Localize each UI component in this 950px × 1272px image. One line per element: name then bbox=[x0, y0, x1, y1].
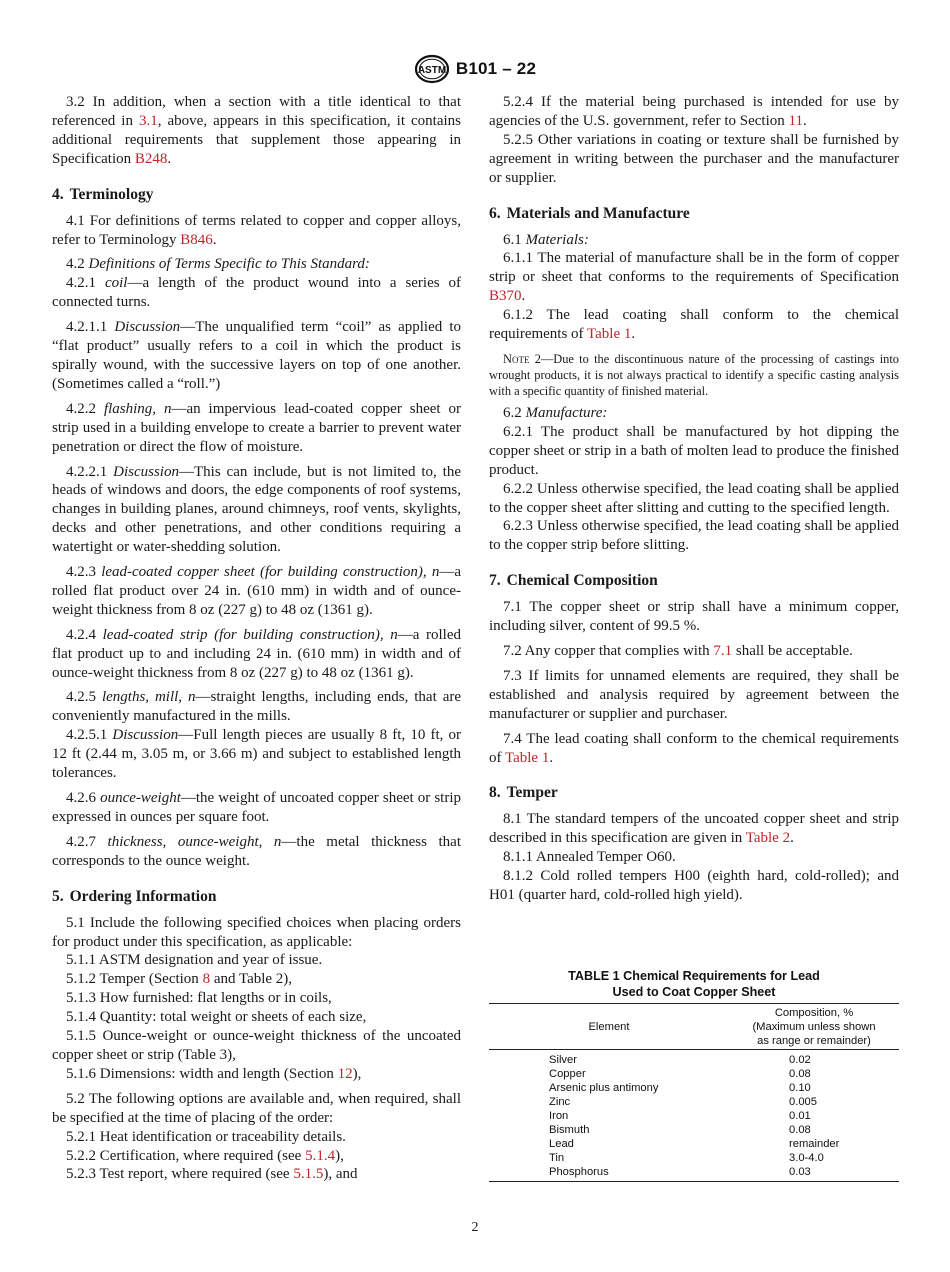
para-4-2-4: 4.2.4 lead-coated strip (for building construction), n—a rolled flat product up to and including 24 in. (610 mm) in width and of ounce-weight thickness from 8 oz (227 g) to 48 oz (1361 g). bbox=[52, 626, 462, 681]
col-header-composition: Composition, % (Maximum unless shown as range or remainder) bbox=[752, 1006, 876, 1047]
para-5-2-5: 5.2.5 Other variations in coating or texture shall be furnished by agreement in writing between the purchaser and the manufacturer or supplier. bbox=[489, 131, 899, 186]
para-5-2-1: 5.2.1 Heat identification or traceability details. bbox=[66, 1128, 346, 1145]
para-8-1-1: 8.1.1 Annealed Temper O60. bbox=[503, 849, 676, 866]
para-5-2-3: 5.2.3 Test report, where required (see 5.1.5), and bbox=[66, 1166, 358, 1183]
link-b248[interactable]: B248 bbox=[134, 150, 168, 167]
para-4-2-6: 4.2.6 ounce-weight—the weight of uncoated copper sheet or strip expressed in ounces per square foot. bbox=[52, 790, 461, 825]
para-6-1: 6.1 Materials: bbox=[503, 231, 589, 248]
para-5-2-4: 5.2.4 If the material being purchased is intended for use by agencies of the U.S. government, refer to Section 11. bbox=[489, 94, 899, 129]
link-section-8[interactable]: 8 bbox=[202, 971, 211, 988]
para-4-2-2: 4.2.2 flashing, n—an impervious lead-coated copper sheet or strip used in a building envelope to create a barrier to prevent water penetration or direct the flow of moisture. bbox=[52, 400, 462, 455]
para-4-2-5-1: 4.2.5.1 Discussion—Full length pieces are usually 8 ft, 10 ft, or 12 ft (2.44 m, 3.05 m, or 3.66 m) and subject to established length tolerances. bbox=[52, 727, 462, 782]
para-8-1-2: 8.1.2 Cold rolled tempers H00 (eighth hard, cold-rolled); and H01 (quarter hard, cold-rolled high yield). bbox=[489, 868, 899, 904]
link-5-1-5[interactable]: 5.1.5 bbox=[293, 1166, 324, 1183]
para-6-2-1: 6.2.1 The product shall be manufactured by hot dipping the copper sheet or strip in a bath of molten lead to produce the finished product. bbox=[489, 423, 899, 478]
astm-logo-icon bbox=[414, 54, 450, 84]
para-5-1: 5.1 Include the following specified choices when placing orders for product under this specification, as applicable: bbox=[52, 914, 461, 950]
link-table-2[interactable]: Table 2 bbox=[745, 830, 791, 847]
right-column bbox=[489, 93, 899, 905]
link-3-1[interactable]: 3.1 bbox=[138, 112, 158, 129]
para-4-2-5: 4.2.5 lengths, mill, n—straight lengths, including ends, that are conveniently manufactured in the mills. bbox=[52, 689, 462, 725]
table-header-row bbox=[489, 1004, 899, 1050]
link-section-11[interactable]: 11 bbox=[788, 112, 803, 129]
para-6-2-2: 6.2.2 Unless otherwise specified, the lead coating shall be applied to the copper sheet after slitting and cutting to the specified length. bbox=[489, 480, 899, 516]
page-number: 2 bbox=[471, 1220, 479, 1235]
table-row: Lead remainder bbox=[549, 1138, 840, 1150]
para-5-2: 5.2 The following options are available and, when required, shall be specified at the time of placing of the order: bbox=[52, 1090, 461, 1126]
astm-logo-text: ASTM bbox=[417, 65, 447, 76]
table-body bbox=[489, 1050, 899, 1182]
section-7-heading: 7. Chemical Composition bbox=[489, 572, 658, 590]
para-6-1-2: 6.1.2 The lead coating shall conform to the chemical requirements of Table 1. bbox=[489, 307, 899, 343]
para-6-1-1: 6.1.1 The material of manufacture shall be in the form of copper strip or sheet that conforms to the requirements of Specification B370. bbox=[489, 250, 899, 305]
section-6-heading: 6. Materials and Manufacture bbox=[489, 204, 690, 222]
table-row: Bismuth 0.08 bbox=[549, 1124, 811, 1136]
link-table-1[interactable]: Table 1 bbox=[587, 326, 632, 343]
section-5-heading: 5. Ordering Information bbox=[52, 887, 217, 905]
para-4-1: 4.1 For definitions of terms related to copper and copper alloys, refer to Terminology B846. bbox=[52, 212, 461, 248]
para-4-2: 4.2 Definitions of Terms Specific to This Standard: bbox=[66, 256, 370, 273]
para-5-1-5: 5.1.5 Ounce-weight or ounce-weight thickness of the uncoated copper sheet or strip (Table 3), bbox=[52, 1028, 461, 1063]
para-7-2: 7.2 Any copper that complies with 7.1 shall be acceptable. bbox=[503, 643, 853, 660]
table-1 bbox=[489, 968, 899, 1182]
para-5-1-1: 5.1.1 ASTM designation and year of issue. bbox=[66, 952, 323, 969]
para-7-1: 7.1 The copper sheet or strip shall have a minimum copper, including silver, content of 99.5 %. bbox=[489, 599, 899, 635]
table-row: Iron 0.01 bbox=[549, 1110, 811, 1122]
para-5-1-3: 5.1.3 How furnished: flat lengths or in coils, bbox=[66, 990, 332, 1007]
para-5-1-6: 5.1.6 Dimensions: width and length (Section 12), bbox=[66, 1065, 362, 1082]
link-5-1-4[interactable]: 5.1.4 bbox=[305, 1147, 336, 1164]
table-1-caption: TABLE 1 Chemical Requirements for Lead Used to Coat Copper Sheet bbox=[568, 969, 820, 999]
col-header-element: Element bbox=[588, 1020, 630, 1033]
document-designation: B101 – 22 bbox=[455, 59, 537, 78]
para-7-4: 7.4 The lead coating shall conform to the chemical requirements of Table 1. bbox=[489, 730, 899, 766]
para-4-2-1-1: 4.2.1.1 Discussion—The unqualified term “coil” as applied to “flat product” usually refers to a coil in which the product is spirally wound, with the successive layers on top of one another. (Sometimes called a “roll.”) bbox=[52, 319, 461, 392]
left-column bbox=[52, 93, 461, 1184]
para-5-2-2: 5.2.2 Certification, where required (see 5.1.4), bbox=[66, 1147, 344, 1164]
para-4-2-2-1: 4.2.2.1 Discussion—This can include, but is not limited to, the heads of windows and doors, the edge components of roof systems, changes in building planes, around chimneys, roof vents, skylights, decks and other penetrations, and other conditions requiring a watertight or water-shedding solution. bbox=[52, 463, 462, 556]
link-b370[interactable]: B370 bbox=[489, 288, 522, 305]
para-4-2-7: 4.2.7 thickness, ounce-weight, n—the metal thickness that corresponds to the ounce weight. bbox=[52, 833, 461, 869]
para-8-1: 8.1 The standard tempers of the uncoated copper sheet and strip described in this specification are given in Table 2. bbox=[489, 811, 899, 847]
note-2: Note 2—Due to the discontinuous nature of the processing of castings into wrought products, it is not always practical to identify a specific casting analysis with a specific quantity of finished material. bbox=[489, 351, 899, 398]
para-3-2: 3.2 In addition, when a section with a title identical to that referenced in 3.1, above, appears in this specification, it contains additional requirements that supplement those appearing in Specification B248. bbox=[52, 94, 461, 167]
link-b846[interactable]: B846 bbox=[180, 231, 213, 248]
table-row: Silver 0.02 bbox=[549, 1054, 811, 1066]
para-6-2: 6.2 Manufacture: bbox=[503, 404, 608, 421]
para-5-1-2: 5.1.2 Temper (Section 8 and Table 2), bbox=[66, 971, 293, 988]
para-7-3: 7.3 If limits for unnamed elements are required, they shall be established and analysis required by agreement between the manufacturer or supplier and purchaser. bbox=[489, 667, 899, 722]
table-row: Zinc 0.005 bbox=[549, 1096, 817, 1108]
para-5-1-4: 5.1.4 Quantity: total weight or sheets of each size, bbox=[66, 1009, 367, 1026]
para-6-2-3: 6.2.3 Unless otherwise specified, the lead coating shall be applied to the copper strip before slitting. bbox=[489, 518, 899, 554]
table-row: Phosphorus 0.03 bbox=[549, 1166, 811, 1178]
table-row: Tin 3.0-4.0 bbox=[549, 1152, 824, 1164]
page-header bbox=[0, 54, 950, 84]
table-row: Arsenic plus antimony 0.10 bbox=[549, 1082, 811, 1094]
para-4-2-1: 4.2.1 coil—a length of the product wound into a series of connected turns. bbox=[52, 275, 462, 311]
link-table-1[interactable]: Table 1 bbox=[504, 749, 550, 766]
para-4-2-3: 4.2.3 lead-coated copper sheet (for building construction), n—a rolled flat product over 24 in. (610 mm) in width and of ounce-weight thickness from 8 oz (227 g) to 48 oz (1361 g). bbox=[52, 564, 461, 618]
link-section-12[interactable]: 12 bbox=[337, 1065, 353, 1082]
section-4-heading: 4. Terminology bbox=[52, 185, 154, 203]
link-7-1[interactable]: 7.1 bbox=[713, 643, 733, 660]
table-row: Copper 0.08 bbox=[549, 1068, 811, 1080]
section-8-heading: 8. Temper bbox=[489, 784, 558, 802]
